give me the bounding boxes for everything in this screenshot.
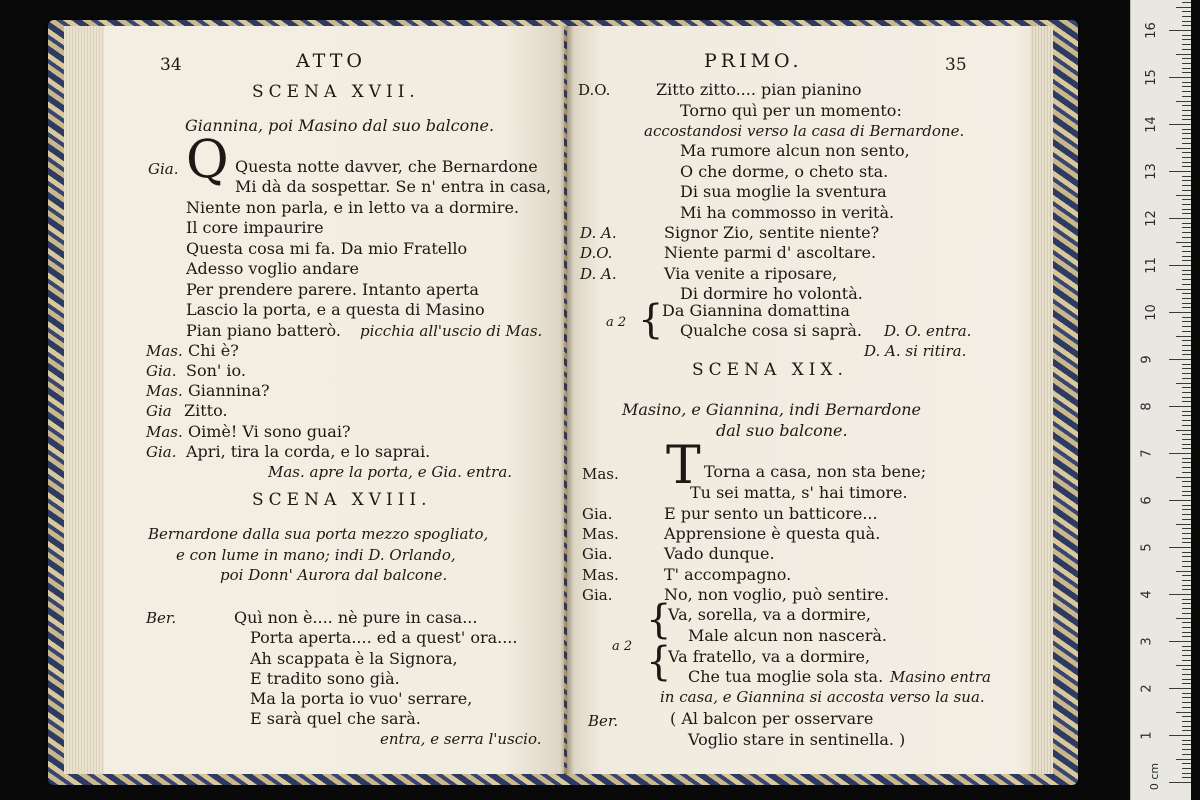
- verse-line: No, non voglio, può sentire.: [664, 585, 890, 604]
- ruler-tick: [1182, 533, 1191, 534]
- stage-direction: picchia all'uscio di Mas.: [360, 322, 543, 340]
- ruler-tick: [1182, 486, 1191, 487]
- ruler-tick: [1182, 63, 1191, 64]
- ruler-tick: [1182, 35, 1191, 36]
- ruler-tick: [1182, 458, 1191, 459]
- ruler-number: 6: [1139, 496, 1155, 505]
- ruler-tick: [1182, 284, 1191, 285]
- ruler-tick: [1182, 481, 1191, 482]
- ruler-tick: [1176, 759, 1191, 760]
- ruler-tick: [1182, 21, 1191, 22]
- right-page-number: 35: [945, 55, 967, 75]
- verse-line: Chi è?: [188, 341, 239, 360]
- ruler-tick: [1182, 669, 1191, 670]
- speaker: Gia.: [582, 586, 613, 604]
- ruler-tick: [1182, 740, 1191, 741]
- ruler-tick: [1169, 688, 1191, 689]
- ruler-tick: [1182, 439, 1191, 440]
- ruler-tick: [1182, 749, 1191, 750]
- left-page-edges: [64, 26, 104, 774]
- ruler-tick: [1182, 650, 1191, 651]
- ruler-tick: [1169, 547, 1191, 548]
- ruler-tick: [1182, 256, 1191, 257]
- right-running-head: PRIMO.: [704, 50, 803, 72]
- verse-line: E sarà quel che sarà.: [250, 709, 421, 728]
- verse-line: ( Al balcon per osservare: [670, 709, 874, 728]
- ruler-tick: [1182, 364, 1191, 365]
- ruler-tick: [1182, 387, 1191, 388]
- ruler-tick: [1182, 599, 1191, 600]
- ruler-tick: [1182, 223, 1191, 224]
- speaker: D.O.: [578, 81, 611, 99]
- verse-line: Voglio stare in sentinella. ): [688, 730, 906, 749]
- speaker: Mas.: [146, 342, 183, 360]
- brace-icon: {: [646, 597, 672, 643]
- ruler-tick: [1182, 392, 1191, 393]
- ruler-tick: [1182, 157, 1191, 158]
- verse-line: O che dorme, o cheto sta.: [680, 162, 889, 181]
- ruler-tick: [1176, 195, 1191, 196]
- drop-cap: Q: [186, 130, 229, 190]
- ruler-tick: [1182, 702, 1191, 703]
- speaker: Gia.: [582, 545, 613, 563]
- ruler-tick: [1182, 133, 1191, 134]
- ruler-tick: [1182, 608, 1191, 609]
- ruler-tick: [1182, 68, 1191, 69]
- verse-line: T' accompagno.: [664, 565, 792, 584]
- ruler-number: 3: [1139, 637, 1155, 646]
- ruler-tick: [1182, 777, 1191, 778]
- ruler-tick: [1182, 444, 1191, 445]
- stage-direction: accostandosi verso la casa di Bernardone.: [644, 122, 965, 140]
- ruler-tick: [1182, 697, 1191, 698]
- speaker: Ber.: [588, 712, 619, 730]
- ruler-tick: [1182, 632, 1191, 633]
- verse-line: Torna a casa, non sta bene;: [704, 462, 927, 481]
- ruler-tick: [1176, 712, 1191, 713]
- ruler-tick: [1182, 509, 1191, 510]
- ruler-tick: [1182, 726, 1191, 727]
- ruler-tick: [1182, 204, 1191, 205]
- ruler-tick: [1182, 674, 1191, 675]
- scene-xviii-cast: poi Donn' Aurora dal balcone.: [220, 566, 448, 584]
- ruler-tick: [1182, 274, 1191, 275]
- ruler-tick: [1182, 491, 1191, 492]
- left-running-head: ATTO: [296, 50, 366, 72]
- verse-line: Son' io.: [186, 361, 246, 380]
- ruler-tick: [1182, 180, 1191, 181]
- ruler-tick: [1182, 415, 1191, 416]
- scene-xix-cast: Masino, e Giannina, indi Bernardone: [622, 400, 921, 419]
- drop-cap: T: [666, 436, 701, 496]
- speaker: Mas.: [146, 423, 183, 441]
- verse-line: Porta aperta.... ed a quest' ora....: [250, 628, 518, 647]
- verse-line: Qualche cosa si saprà.: [680, 321, 863, 340]
- speaker: Ber.: [146, 609, 177, 627]
- ruler-tick: [1176, 242, 1191, 243]
- ruler-tick: [1169, 218, 1191, 219]
- ruler-tick: [1182, 96, 1191, 97]
- verse-line: Di dormire ho volontà.: [680, 284, 863, 303]
- ruler-tick: [1182, 411, 1191, 412]
- ruler-number: 2: [1139, 684, 1155, 693]
- ruler-tick: [1182, 763, 1191, 764]
- scene-xviii-title: SCENA XVIII.: [252, 490, 432, 510]
- ruler-tick: [1182, 86, 1191, 87]
- ruler-number: 1: [1139, 731, 1155, 740]
- ruler-tick: [1182, 227, 1191, 228]
- ruler-tick: [1182, 603, 1191, 604]
- ruler-tick: [1182, 138, 1191, 139]
- ruler-tick: [1182, 162, 1191, 163]
- verse-line: Quì non è.... nè pure in casa...: [234, 608, 478, 627]
- speaker: D.O.: [580, 244, 613, 262]
- ruler-tick: [1169, 641, 1191, 642]
- ruler-tick: [1182, 542, 1191, 543]
- ruler-tick: [1176, 336, 1191, 337]
- speaker: Gia.: [148, 160, 179, 178]
- ruler-tick: [1176, 430, 1191, 431]
- ruler-tick: [1182, 368, 1191, 369]
- ruler-tick: [1182, 16, 1191, 17]
- ruler-tick: [1182, 354, 1191, 355]
- ruler-tick: [1182, 580, 1191, 581]
- ruler-number: 13: [1143, 163, 1159, 180]
- speaker: Gia.: [146, 362, 177, 380]
- ruler-tick: [1169, 171, 1191, 172]
- ruler-tick: [1182, 2, 1191, 3]
- ruler-tick: [1182, 185, 1191, 186]
- ruler-tick: [1182, 693, 1191, 694]
- scene-xix-title: SCENA XIX.: [692, 360, 848, 380]
- ruler-tick: [1182, 585, 1191, 586]
- ruler-tick: [1182, 331, 1191, 332]
- ruler-tick: [1182, 434, 1191, 435]
- speaker: Gia.: [582, 505, 613, 523]
- verse-line: Adesso voglio andare: [186, 259, 360, 278]
- ruler-tick: [1182, 561, 1191, 562]
- ruler-tick: [1169, 500, 1191, 501]
- ruler-tick: [1176, 571, 1191, 572]
- ruler-tick: [1182, 91, 1191, 92]
- ruler-tick: [1182, 425, 1191, 426]
- verse-line: Che tua moglie sola sta.: [688, 667, 884, 686]
- ruler-tick: [1182, 176, 1191, 177]
- scene-xix-cast: dal suo balcone.: [716, 421, 848, 440]
- ruler-number: 11: [1143, 257, 1159, 274]
- ruler-tick: [1182, 199, 1191, 200]
- ruler-tick: [1182, 190, 1191, 191]
- ruler-tick: [1182, 636, 1191, 637]
- ruler-tick: [1182, 58, 1191, 59]
- ruler-tick: [1182, 716, 1191, 717]
- ruler-tick: [1182, 326, 1191, 327]
- stage-direction: Mas. apre la porta, e Gia. entra.: [268, 463, 513, 481]
- ruler-tick: [1182, 589, 1191, 590]
- ruler-number: 5: [1139, 543, 1155, 552]
- ruler-tick: [1176, 665, 1191, 666]
- ruler-tick: [1182, 209, 1191, 210]
- ruler-tick: [1182, 613, 1191, 614]
- ruler-tick: [1182, 730, 1191, 731]
- ruler-tick: [1182, 495, 1191, 496]
- scene-xvii-cast: Giannina, poi Masino dal suo balcone.: [185, 116, 495, 135]
- verse-line: Mi dà da sospettar. Se n' entra in casa,: [235, 177, 552, 196]
- verse-line: Tu sei matta, s' hai timore.: [690, 483, 908, 502]
- verse-line: Vado dunque.: [664, 544, 775, 563]
- scene-xviii-cast: e con lume in mano; indi D. Orlando,: [176, 546, 456, 564]
- ruler-tick: [1169, 782, 1191, 783]
- verse-line: Il core impaurire: [186, 218, 324, 237]
- verse-line: Questa cosa mi fa. Da mio Fratello: [186, 239, 468, 258]
- ruler-tick: [1182, 679, 1191, 680]
- ruler-tick: [1182, 556, 1191, 557]
- ruler-number: 8: [1139, 402, 1155, 411]
- scene-xvii-title: SCENA XVII.: [252, 82, 420, 102]
- ruler-number: 7: [1139, 449, 1155, 458]
- speaker: D. A.: [580, 265, 617, 283]
- ruler-tick: [1176, 54, 1191, 55]
- ruler-tick: [1182, 350, 1191, 351]
- ruler-tick: [1169, 594, 1191, 595]
- verse-line: E pur sento un batticore...: [664, 504, 878, 523]
- stage-direction: D. A. si ritira.: [864, 342, 967, 360]
- verse-line: Apprensione è questa quà.: [664, 524, 881, 543]
- ruler-tick: [1182, 110, 1191, 111]
- ruler-tick: [1182, 575, 1191, 576]
- ruler-tick: [1182, 251, 1191, 252]
- ruler-tick: [1182, 237, 1191, 238]
- ruler-tick: [1182, 683, 1191, 684]
- ruler-tick: [1182, 129, 1191, 130]
- ruler-tick: [1169, 124, 1191, 125]
- ruler-number: 10: [1143, 304, 1159, 321]
- ruler-unit: 0 cm: [1148, 762, 1162, 791]
- ruler-tick: [1182, 11, 1191, 12]
- verse-line: Via venite a riposare,: [664, 264, 838, 283]
- ruler-tick: [1182, 213, 1191, 214]
- ruler-tick: [1182, 246, 1191, 247]
- verse-line: Niente parmi d' ascoltare.: [664, 243, 877, 262]
- ruler-tick: [1182, 293, 1191, 294]
- verse-line: Lascio la porta, e a questa di Masino: [186, 300, 485, 319]
- ruler-tick: [1182, 773, 1191, 774]
- ruler-tick: [1182, 655, 1191, 656]
- ruler-number: 12: [1143, 210, 1159, 227]
- ruler-tick: [1182, 72, 1191, 73]
- ruler-tick: [1182, 345, 1191, 346]
- speaker: Mas.: [146, 382, 183, 400]
- ruler-tick: [1182, 744, 1191, 745]
- verse-line: Zitto zitto.... pian pianino: [656, 80, 862, 99]
- verse-line: Questa notte davver, che Bernardone: [235, 157, 538, 176]
- stage-direction: in casa, e Giannina si accosta verso la sua.: [660, 688, 985, 706]
- ruler-tick: [1176, 618, 1191, 619]
- ruler-tick: [1169, 265, 1191, 266]
- ruler-tick: [1169, 77, 1191, 78]
- verse-line: Giannina?: [188, 381, 270, 400]
- ruler-tick: [1176, 289, 1191, 290]
- ruler-tick: [1169, 312, 1191, 313]
- ruler-tick: [1176, 477, 1191, 478]
- a-due-label: a 2: [612, 639, 633, 654]
- ruler-tick: [1169, 359, 1191, 360]
- ruler-tick: [1176, 524, 1191, 525]
- ruler-tick: [1182, 462, 1191, 463]
- ruler-tick: [1182, 505, 1191, 506]
- ruler-tick: [1176, 101, 1191, 102]
- ruler-tick: [1182, 279, 1191, 280]
- verse-line: Apri, tira la corda, e lo saprai.: [186, 442, 431, 461]
- verse-line: Mi ha commosso in verità.: [680, 203, 895, 222]
- ruler-tick: [1182, 25, 1191, 26]
- ruler-tick: [1182, 232, 1191, 233]
- ruler-tick: [1182, 82, 1191, 83]
- ruler-tick: [1182, 298, 1191, 299]
- ruler-tick: [1169, 30, 1191, 31]
- ruler-tick: [1182, 721, 1191, 722]
- verse-line: Ma rumore alcun non sento,: [680, 141, 910, 160]
- ruler-tick: [1182, 552, 1191, 553]
- ruler-tick: [1182, 660, 1191, 661]
- ruler-tick: [1182, 115, 1191, 116]
- verse-line: Per prendere parere. Intanto aperta: [186, 280, 479, 299]
- ruler-number: 14: [1143, 116, 1159, 133]
- speaker: Mas.: [582, 465, 619, 483]
- ruler-tick: [1182, 39, 1191, 40]
- ruler-number: 4: [1139, 590, 1155, 599]
- ruler-tick: [1182, 340, 1191, 341]
- ruler-tick: [1169, 406, 1191, 407]
- ruler-tick: [1182, 119, 1191, 120]
- stage-direction: Masino entra: [890, 668, 991, 686]
- measurement-ruler: [1130, 0, 1191, 800]
- verse-line: Pian piano batterò.: [186, 321, 341, 340]
- ruler-tick: [1169, 735, 1191, 736]
- ruler-tick: [1182, 707, 1191, 708]
- ruler-tick: [1182, 270, 1191, 271]
- book-gutter: [560, 26, 574, 774]
- ruler-tick: [1176, 148, 1191, 149]
- ruler-tick: [1176, 383, 1191, 384]
- ruler-tick: [1182, 303, 1191, 304]
- verse-line: Ma la porta io vuo' serrare,: [250, 689, 473, 708]
- ruler-tick: [1182, 627, 1191, 628]
- verse-line: Male alcun non nascerà.: [688, 626, 887, 645]
- ruler-tick: [1182, 401, 1191, 402]
- ruler-tick: [1182, 166, 1191, 167]
- verse-line: Oimè! Vi sono guai?: [188, 422, 351, 441]
- left-page-number: 34: [160, 55, 182, 75]
- ruler-number: 9: [1139, 355, 1155, 364]
- speaker: Mas.: [582, 566, 619, 584]
- ruler-tick: [1182, 622, 1191, 623]
- ruler-tick: [1182, 566, 1191, 567]
- speaker: D. A.: [580, 224, 617, 242]
- verse-line: Va fratello, va a dormire,: [668, 647, 871, 666]
- ruler-tick: [1182, 260, 1191, 261]
- speaker: Mas.: [582, 525, 619, 543]
- verse-line: Zitto.: [184, 401, 228, 420]
- verse-line: Va, sorella, va a dormire,: [668, 605, 872, 624]
- right-page-edges: [1030, 26, 1053, 774]
- ruler-tick: [1182, 378, 1191, 379]
- ruler-tick: [1182, 519, 1191, 520]
- verse-line: Da Giannina domattina: [662, 301, 850, 320]
- ruler-tick: [1182, 420, 1191, 421]
- verse-line: Ah scappata è la Signora,: [250, 649, 458, 668]
- ruler-tick: [1182, 472, 1191, 473]
- ruler-tick: [1182, 467, 1191, 468]
- stage-direction: D. O. entra.: [884, 322, 972, 340]
- ruler-tick: [1182, 538, 1191, 539]
- ruler-tick: [1176, 7, 1191, 8]
- verse-line: E tradito sono già.: [250, 669, 400, 688]
- speaker: Gia.: [146, 443, 177, 461]
- ruler-number: 16: [1143, 22, 1159, 39]
- ruler-tick: [1182, 754, 1191, 755]
- ruler-tick: [1182, 317, 1191, 318]
- ruler-tick: [1182, 448, 1191, 449]
- a-due-label: a 2: [606, 315, 627, 330]
- ruler-tick: [1182, 768, 1191, 769]
- scene-xviii-cast: Bernardone dalla sua porta mezzo spogliato,: [148, 525, 489, 543]
- ruler-tick: [1182, 105, 1191, 106]
- ruler-tick: [1182, 307, 1191, 308]
- stage-direction: entra, e serra l'uscio.: [380, 730, 542, 748]
- ruler-tick: [1182, 514, 1191, 515]
- ruler-number: 15: [1143, 69, 1159, 86]
- speaker: Gia: [146, 402, 172, 420]
- brace-icon: {: [638, 297, 664, 343]
- ruler-tick: [1182, 373, 1191, 374]
- ruler-tick: [1182, 528, 1191, 529]
- ruler-tick: [1182, 321, 1191, 322]
- ruler-tick: [1182, 143, 1191, 144]
- brace-icon: {: [646, 639, 672, 685]
- ruler-tick: [1182, 646, 1191, 647]
- ruler-tick: [1182, 397, 1191, 398]
- ruler-tick: [1182, 44, 1191, 45]
- ruler-tick: [1169, 453, 1191, 454]
- verse-line: Torno quì per un momento:: [680, 101, 902, 120]
- verse-line: Niente non parla, e in letto va a dormire.: [186, 198, 519, 217]
- ruler-tick: [1182, 152, 1191, 153]
- verse-line: Signor Zio, sentite niente?: [664, 223, 880, 242]
- verse-line: Di sua moglie la sventura: [680, 182, 887, 201]
- ruler-tick: [1182, 49, 1191, 50]
